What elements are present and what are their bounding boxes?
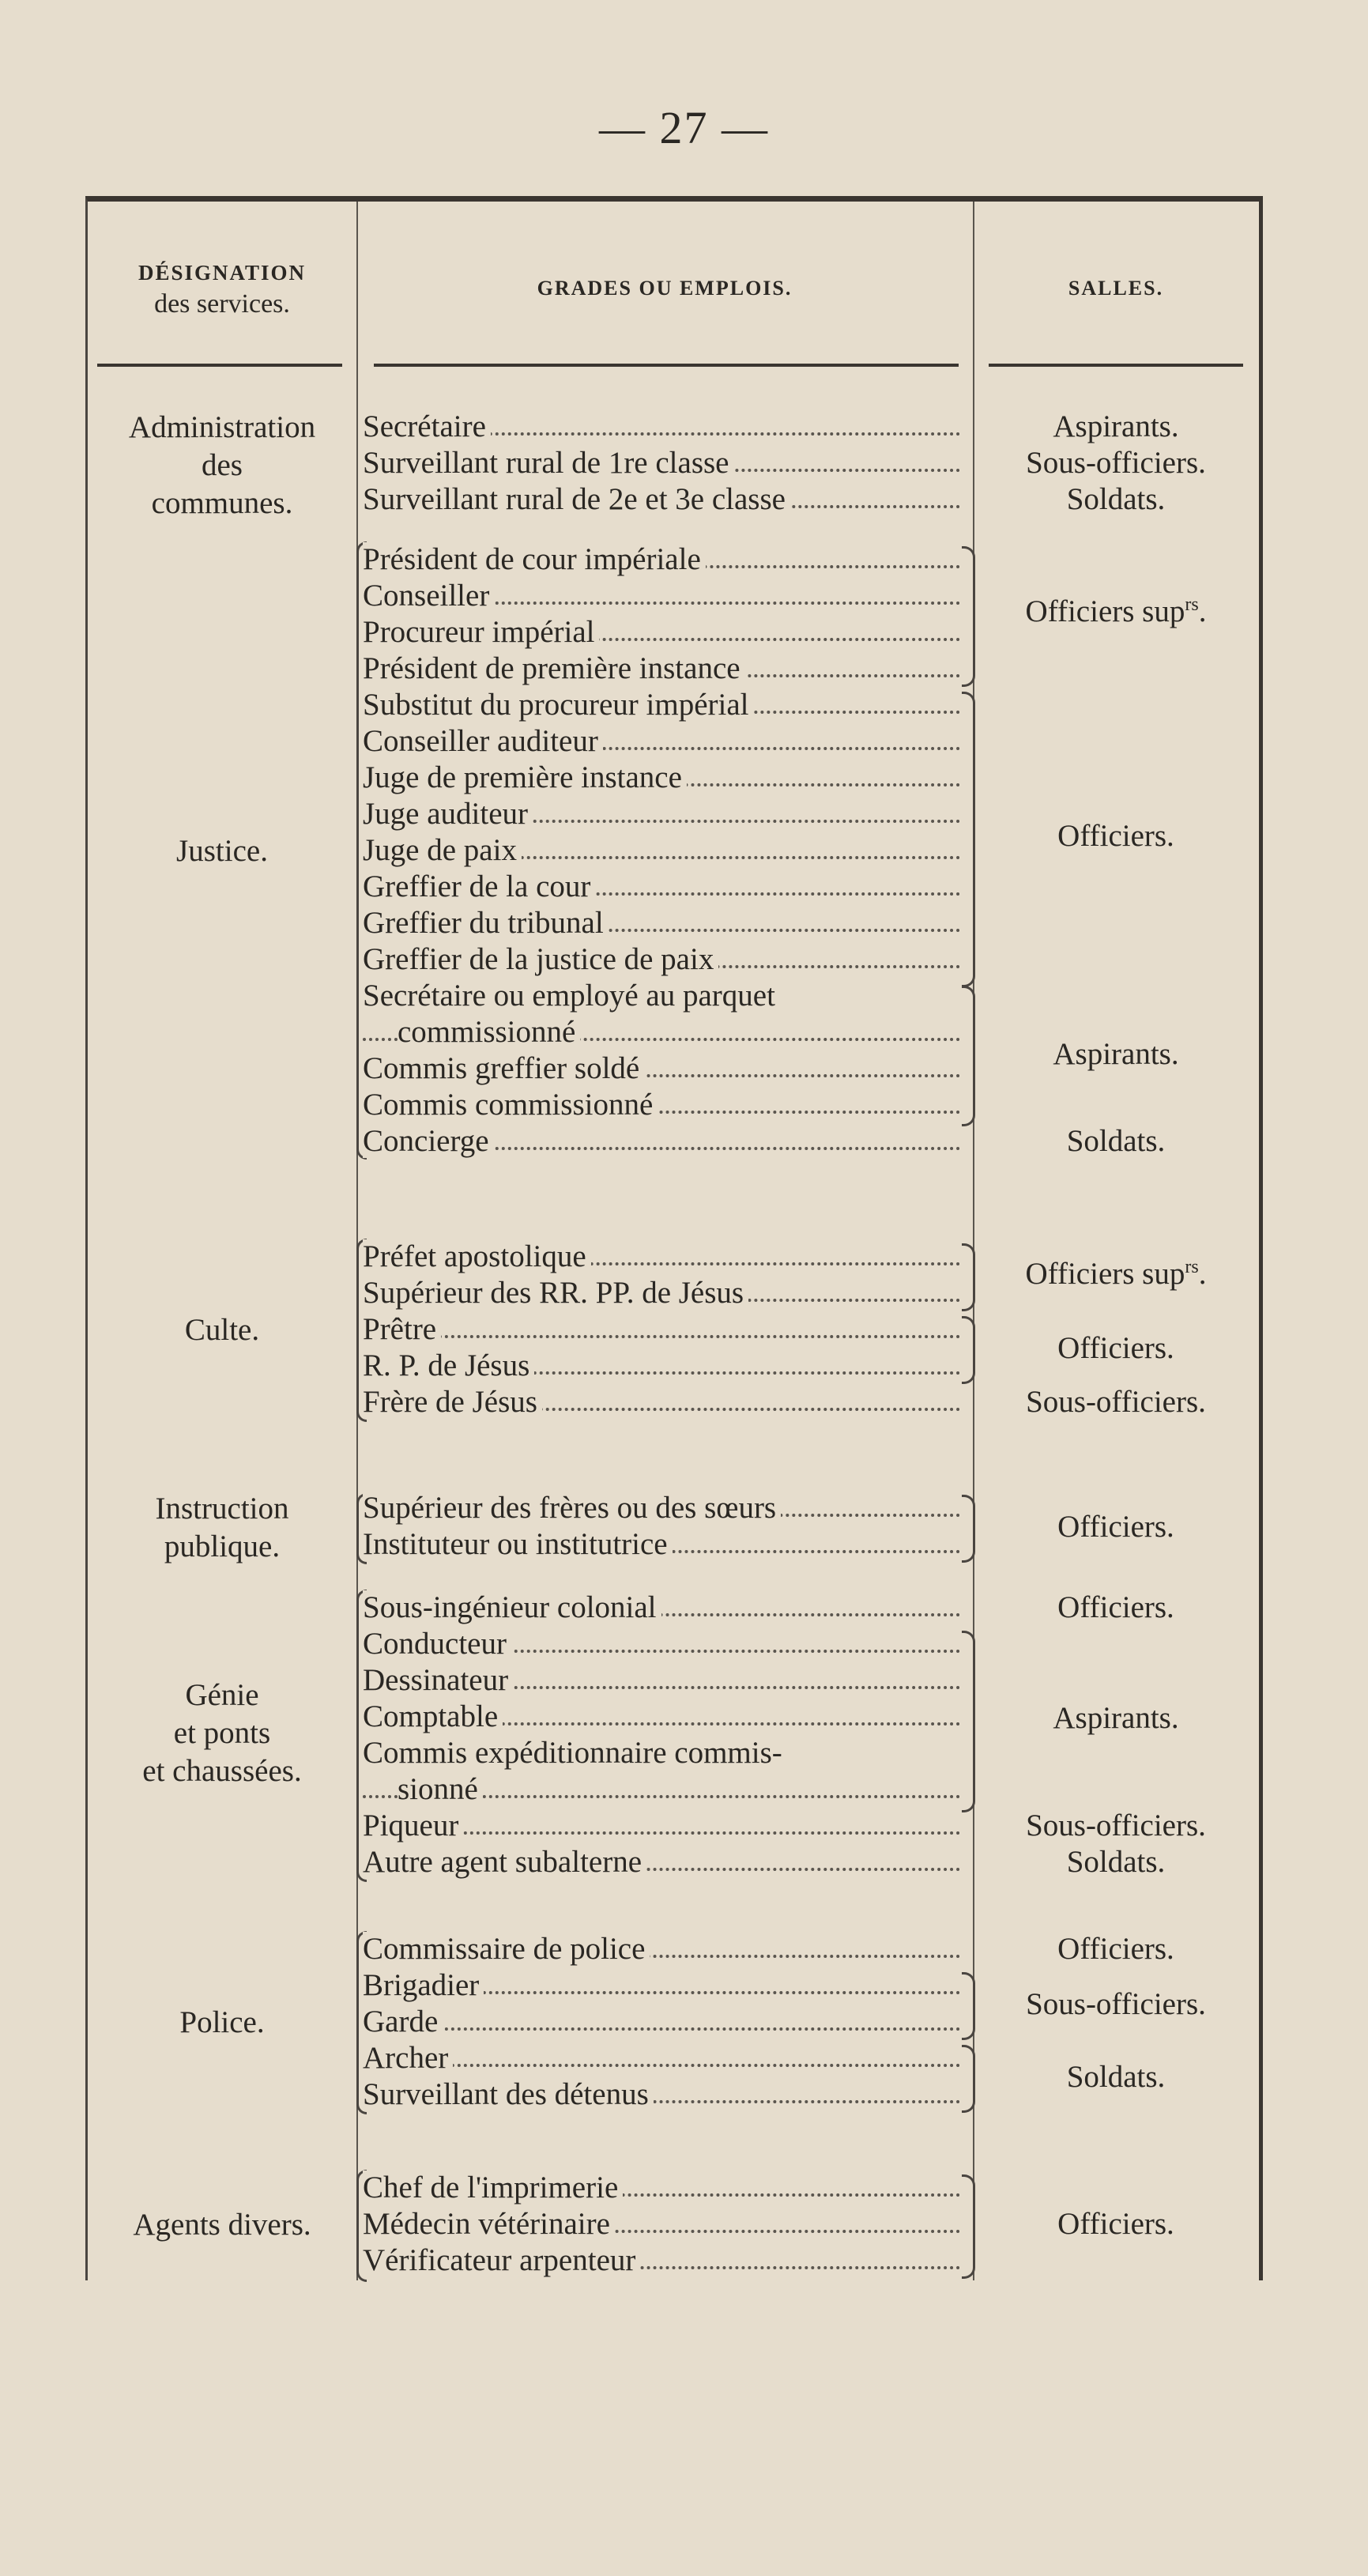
grade-row <box>363 2040 971 2076</box>
grade-row <box>363 1311 971 1348</box>
grade-row <box>363 869 971 905</box>
grade-label: Procureur impérial <box>363 615 599 649</box>
grade-label: Prêtre <box>363 1312 441 1346</box>
grade-label: Sous-ingénieur colonial <box>363 1590 661 1624</box>
grade-row <box>363 651 971 687</box>
header-salles: SALLES. <box>1068 277 1164 300</box>
grade-label: Brigadier <box>363 1968 484 2002</box>
service-label: Administration des communes. <box>128 410 316 520</box>
grade-label: Juge de première instance <box>363 760 687 794</box>
salle-label: Officiers. <box>1057 819 1174 853</box>
salle-label: Officiers. <box>1057 1590 1174 1624</box>
grade-row <box>363 1808 971 1844</box>
salle-label: Officiers. <box>1057 1510 1174 1544</box>
salle-superscript: rs <box>1185 594 1199 615</box>
grade-label: Conducteur <box>363 1627 511 1661</box>
grade-label: Greffier de la justice de paix <box>363 942 718 976</box>
grade-label: Concierge <box>363 1124 494 1158</box>
grade-label: Frère de Jésus <box>363 1385 542 1419</box>
grade-list <box>363 1239 971 1420</box>
grade-row <box>363 2004 971 2040</box>
grade-label: Juge de paix <box>363 833 522 867</box>
grade-label: Vérificateur arpenteur <box>363 2243 640 2277</box>
grade-row <box>363 941 971 978</box>
grade-row <box>363 1844 971 1880</box>
service-label: Agents divers. <box>133 2208 311 2242</box>
header-rule <box>97 364 342 367</box>
header-rule <box>989 364 1243 367</box>
service-label: Police. <box>179 2005 265 2039</box>
grade-label: Conseiller auditeur <box>363 724 603 758</box>
grade-list <box>363 409 971 518</box>
salle-label: Sous-officiers. <box>1026 1987 1206 2021</box>
grade-list <box>363 1590 971 1880</box>
grade-label: Dessinateur <box>363 1663 513 1697</box>
grade-row <box>363 1662 971 1699</box>
grade-label: Surveillant rural de 2e et 3e classe <box>363 482 790 516</box>
grade-row <box>363 1590 971 1626</box>
salle-label: Soldats. <box>1066 1124 1166 1158</box>
grade-row <box>363 1699 971 1735</box>
grade-label: Conseiller <box>363 579 494 613</box>
salle-label: Officiers. <box>1057 1331 1174 1365</box>
grade-row <box>363 1087 971 1123</box>
grade-row <box>363 760 971 796</box>
header-designation-sub: des services. <box>154 289 290 319</box>
grade-row <box>363 1239 971 1275</box>
salle-label: Officiers sup$^{rs}$. <box>1025 1257 1207 1291</box>
grade-label: Commis greffier soldé <box>363 1051 644 1085</box>
grade-row <box>363 1490 971 1526</box>
service-label: Culte. <box>184 1313 260 1347</box>
grade-label: Président de cour impériale <box>363 542 706 576</box>
grade-row <box>363 445 971 481</box>
grade-list <box>363 1931 971 2113</box>
grade-row <box>363 905 971 941</box>
grade-label: Instituteur ou institutrice <box>363 1527 673 1561</box>
salle-label: Officiers. <box>1057 2207 1174 2241</box>
salle-label: Officiers. <box>1057 1932 1174 1966</box>
grade-label: Supérieur des frères ou des sœurs <box>363 1491 781 1525</box>
salle-text: Officiers sup <box>1025 594 1185 628</box>
salle-label: Aspirants. <box>1053 1037 1179 1071</box>
grade-label: Greffier de la cour <box>363 869 595 903</box>
grade-row <box>363 1384 971 1420</box>
grade-row <box>363 2242 971 2279</box>
grade-row <box>363 614 971 651</box>
grade-row <box>363 1735 971 1771</box>
grade-label: Commis commissionné <box>363 1088 658 1122</box>
grade-label: Supérieur des RR. PP. de Jésus <box>363 1276 748 1310</box>
grade-list <box>363 1490 971 1563</box>
grade-row <box>363 978 971 1014</box>
salle-label: Officiers sup$^{rs}$. <box>1025 594 1207 628</box>
grade-label: Surveillant des détenus <box>363 2077 654 2111</box>
page-number: — 27 — <box>599 102 769 153</box>
grade-row <box>363 1771 971 1808</box>
grade-row <box>363 481 971 518</box>
salle-label: Aspirants. <box>1053 409 1179 443</box>
salle-superscript: rs <box>1185 1257 1199 1277</box>
grade-row <box>363 1626 971 1662</box>
grade-label: Commissaire de police <box>363 1932 650 1966</box>
grade-label: Médecin vétérinaire <box>363 2207 615 2241</box>
service-label: Instruction publique. <box>155 1492 289 1563</box>
grade-label: Secrétaire <box>363 409 491 443</box>
grade-row <box>363 541 971 578</box>
grade-label: Substitut du procureur impérial <box>363 688 754 722</box>
grade-list <box>363 2170 971 2279</box>
grade-row <box>363 832 971 869</box>
grade-label: Commis expéditionnaire commis- <box>363 1736 782 1770</box>
grade-row <box>363 1014 971 1050</box>
grade-label: Piqueur <box>363 1808 463 1842</box>
salle-label: Sous-officiers. <box>1026 1385 1206 1419</box>
header-designation-label: DÉSIGNATION <box>138 261 307 285</box>
grade-row <box>363 1526 971 1563</box>
grade-row <box>363 1348 971 1384</box>
grade-label: Surveillant rural de 1re classe <box>363 446 734 480</box>
grade-label: Préfet apostolique <box>363 1239 591 1273</box>
grade-label: Comptable <box>363 1699 503 1733</box>
grade-row <box>363 2206 971 2242</box>
grade-row <box>363 1931 971 1967</box>
grade-label: Archer <box>363 2041 453 2075</box>
grade-label: Président de première instance <box>363 651 745 685</box>
grade-row <box>363 578 971 614</box>
grade-label: R. P. de Jésus <box>363 1348 534 1382</box>
header-designation <box>88 257 356 321</box>
salle-text: Officiers sup <box>1025 1257 1185 1291</box>
grade-row <box>363 1050 971 1087</box>
header-grades: GRADES OU EMPLOIS. <box>537 277 793 300</box>
salle-label: Soldats. <box>1066 2060 1166 2094</box>
grade-row <box>363 1123 971 1160</box>
grade-label: Secrétaire ou employé au parquet <box>363 979 775 1013</box>
grade-row <box>363 409 971 445</box>
salle-label: Soldats. <box>1066 482 1166 516</box>
grade-row <box>363 1275 971 1311</box>
grade-label: Juge auditeur <box>363 797 533 831</box>
service-label: Génie et ponts et chaussées. <box>142 1678 302 1788</box>
grade-row <box>363 796 971 832</box>
grade-label: Garde <box>363 2005 443 2039</box>
grade-row <box>363 2076 971 2113</box>
salle-label: Aspirants. <box>1053 1701 1179 1735</box>
header-rule <box>374 364 959 367</box>
grade-row <box>363 687 971 723</box>
salle-label: Sous-officiers. <box>1026 1808 1206 1842</box>
grade-label: Greffier du tribunal <box>363 906 609 940</box>
grade-list <box>363 541 971 1160</box>
grade-row <box>363 723 971 760</box>
grade-label: commissionné <box>398 1015 580 1049</box>
salle-label: Sous-officiers. <box>1026 446 1206 480</box>
service-label: Justice. <box>176 834 268 868</box>
grade-label: Chef de l'imprimerie <box>363 2171 623 2204</box>
grade-label: Autre agent subalterne <box>363 1845 646 1879</box>
salle-label: Soldats. <box>1066 1845 1166 1879</box>
grade-label: sionné <box>398 1772 483 1806</box>
grade-row <box>363 1967 971 2004</box>
services-table <box>85 196 1263 2280</box>
grade-row <box>363 2170 971 2206</box>
